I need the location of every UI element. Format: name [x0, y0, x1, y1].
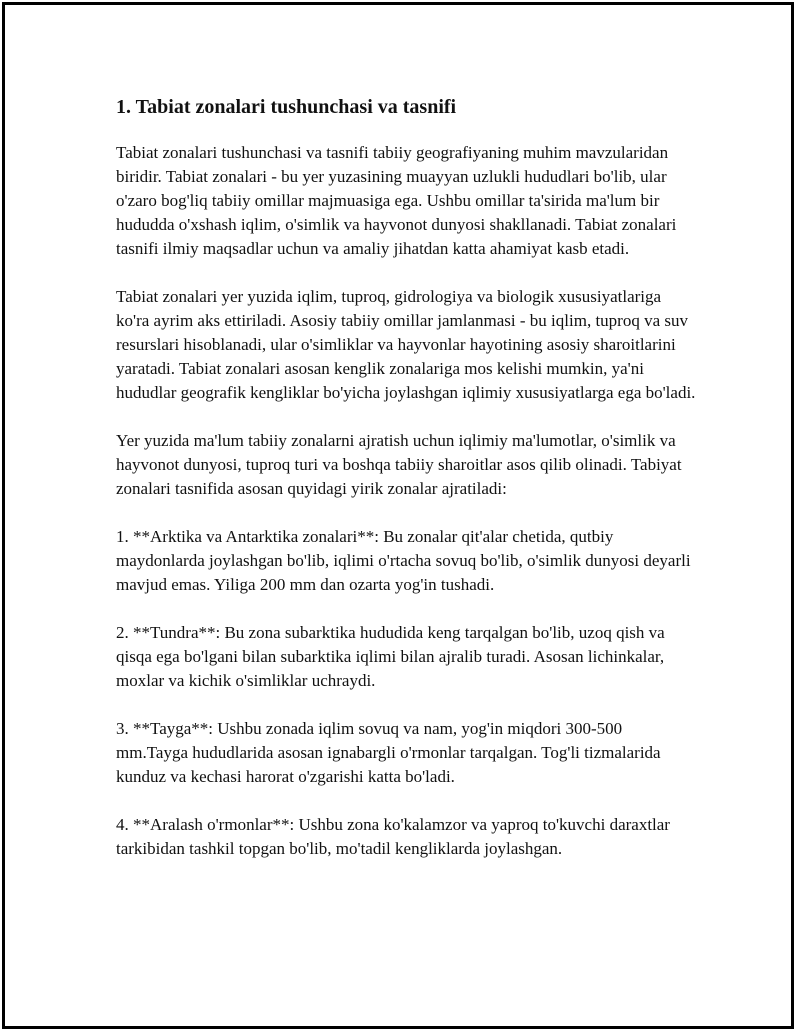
list-item-arctic: 1. **Arktika va Antarktika zonalari**: Bu zonalar qit'alar chetida, qutbiy maydonlarda joylashgan bo'lib, iqlimi o'rtacha sovuq bo'lib, o'simlik dunyosi deyarli mavjud emas. Yiliga 200 mm dan ozarta yog'in tushadi. [116, 527, 691, 594]
paragraph-classification: Yer yuzida ma'lum tabiiy zonalarni ajratish uchun iqlimiy ma'lumotlar, o'simlik va hayvonot dunyosi, tuproq turi va boshqa tabiiy sharoitlar asos qilib olinadi. Tabiyat zonalari tasnifida asosan quyidagi yirik zonalar ajratiladi: [116, 431, 682, 498]
list-item-tundra: 2. **Tundra**: Bu zona subarktika hududida keng tarqalgan bo'lib, uzoq qish va qisqa ega bo'lgani bilan subarktika iqlimi bilan ajralib turadi. Asosan lichinkalar, moxlar va kichik o'simliklar uchraydi. [116, 623, 665, 690]
list-item-taiga: 3. **Tayga**: Ushbu zonada iqlim sovuq va nam, yog'in miqdori 300-500 mm.Tayga hududlarida asosan ignabargli o'rmonlar tarqalgan. Tog'li tizmalarida kunduz va kechasi harorat o'zgarishi katta bo'ladi. [116, 719, 661, 786]
list-item-mixed-forest: 4. **Aralash o'rmonlar**: Ushbu zona ko'kalamzor va yaproq to'kuvchi daraxtlar tarkibidan tashkil topgan bo'lib, mo'tadil kengliklarda joylashgan. [116, 815, 670, 858]
document-body [116, 95, 696, 885]
section-heading: 1. Tabiat zonalari tushunchasi va tasnifi [116, 96, 457, 118]
paragraph-factors: Tabiat zonalari yer yuzida iqlim, tuproq, gidrologiya va biologik xususiyatlariga ko'ra ayrim aks ettiriladi. Asosiy tabiiy omillar jamlanmasi - bu iqlim, tuproq va suv resurslari hisoblanadi, ular o'simliklar va hayvonlar hayotining asosiy sharoitlarini yaratadi. Tabiat zonalari asosan kenglik zonalariga mos kelishi mumkin, ya'ni hududlar geografik kengliklar bo'yicha joylashgan iqlimiy xususiyatlarga ega bo'ladi. [116, 287, 696, 402]
paragraph-intro: Tabiat zonalari tushunchasi va tasnifi tabiiy geografiyaning muhim mavzularidan biridir. Tabiat zonalari - bu yer yuzasining muayyan uzlukli hududlari bo'lib, ular o'zaro bog'liq tabiiy omillar majmuasiga ega. Ushbu omillar ta'sirida ma'lum bir hududda o'xshash iqlim, o'simlik va hayvonot dunyosi shakllanadi. Tabiat zonalari tasnifi ilmiy maqsadlar uchun va amaliy jihatdan katta ahamiyat kasb etadi. [116, 143, 677, 258]
